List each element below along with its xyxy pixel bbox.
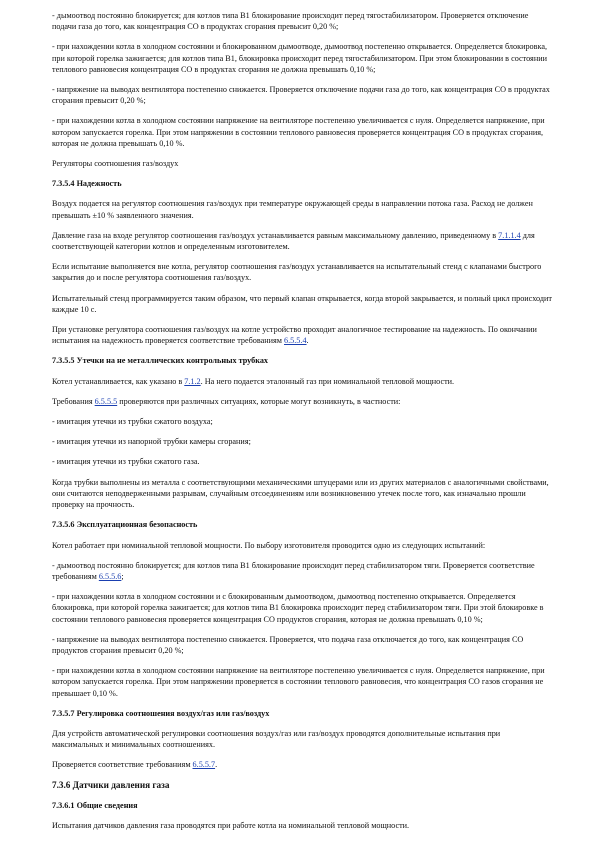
paragraph <box>52 115 552 149</box>
text: 7.3.5.5 Утечки на не металлических контрольных трубках <box>52 356 269 366</box>
text: - напряжение на выводах вентилятора постепенно снижается. Проверяется отключение подачи газа до того, как концентрация CO в продуктах сгорания превысит 0,20 %; <box>52 85 550 106</box>
paragraph <box>52 477 552 511</box>
document-page <box>52 10 552 840</box>
text: - дымоотвод постоянно блокируется; для котлов типа B1 блокирование происходит перед стабилизатором тяги. Проверяется соответствие требованиям <box>52 560 535 581</box>
paragraph <box>52 84 552 106</box>
paragraph <box>52 634 552 656</box>
text: - имитация утечки из трубки сжатого газа. <box>52 457 200 467</box>
text: Требования <box>52 396 95 406</box>
text: - при нахождении котла в холодном состоянии и с блокированным дымоотводом, дымоотвод постепенно открывается. Определяется блокировка, при которой горелка зажигается; для котлов типа B1 блокировка происходит перед стабилизатором тяги. При этой блокировке в состоянии теплового равновесия проверяется концентрация CO продуктов сгорания, которая не должна превышать 0,10 %; <box>52 592 544 624</box>
section-link[interactable]: 6.5.5.4 <box>284 336 307 346</box>
paragraph <box>52 560 552 582</box>
text: Проверяется соответствие требованиям <box>52 760 193 770</box>
text: . <box>215 760 218 770</box>
subsection-title <box>52 158 552 169</box>
paragraph <box>52 198 552 220</box>
section-heading <box>52 780 552 791</box>
text: 7.3.5.4 Надежность <box>52 179 122 189</box>
text: 7.3.5.7 Регулировка соотношения воздух/газ или газ/воздух <box>52 708 270 718</box>
list-item <box>52 436 552 447</box>
text: - имитация утечки из трубки сжатого воздуха; <box>52 417 213 427</box>
text: Когда трубки выполнены из металла с соответствующими механическими штуцерами или из других материалов с аналогичными свойствами, они считаются неподверженными разрывам, случайным отсоединениям или возникновению утечек после того, как изначально прошли проверку на прочность. <box>52 477 549 510</box>
text: Котел устанавливается, как указано в <box>52 376 185 386</box>
text: При установке регулятора соотношения газ/воздух на котле устройство проходит аналогичное тестирование на надежность. По окончании испытания на надежность проверяется соответствие требованиям <box>52 325 537 346</box>
text: - дымоотвод постоянно блокируется; для котлов типа B1 блокирование происходит перед тягостабилизатором. Проверяется отключение подачи газа до того, как концентрация CO в продуктах сгорания превысит 0,20 %; <box>52 11 529 32</box>
text: ; <box>121 571 124 581</box>
text: - при нахождении котла в холодном состоянии напряжение на вентиляторе постепенно увеличивается с нуля. Определяется напряжение, при котором запускается горелка. При этом напряжении проверяется в состоянии теплового равновесия, что концентрация CO газов сгорания не превышает 0,10 %. <box>52 666 545 698</box>
paragraph <box>52 820 552 831</box>
paragraph <box>52 759 552 770</box>
section-link[interactable]: 6.5.5.7 <box>192 760 216 770</box>
text: Испытания датчиков давления газа проводятся при работе котла на номинальной тепловой мощности. <box>52 820 410 830</box>
paragraph <box>52 396 552 407</box>
paragraph <box>52 665 552 699</box>
text: . <box>306 336 309 346</box>
section-heading <box>52 800 552 811</box>
section-link[interactable]: 6.5.5.6 <box>98 571 122 581</box>
text: Давление газа на входе регулятор соотношения газ/воздух устанавливается равным максимальному давлению, приведенному в <box>52 230 499 240</box>
paragraph <box>52 41 552 75</box>
text: 7.3.5.6 Эксплуатационная безопасность <box>52 520 198 530</box>
section-link[interactable]: 7.1.2 <box>184 376 201 386</box>
list-item <box>52 456 552 467</box>
section-link[interactable]: 6.5.5.5 <box>94 396 118 406</box>
text: Регуляторы соотношения газ/воздух <box>52 159 179 169</box>
text: 7.3.6 Датчики давления газа <box>52 779 170 790</box>
text: - при нахождении котла в холодном состоянии и блокированном дымоотводе, дымоотвод постепенно открывается. Определяется блокировка, при которой горелка зажигается; для котлов типа B1, блокировка происходит перед тягостабилизатором. При этом блокировании в состоянии теплового равновесия концентрация CO в продуктах сгорания не должна превышать 0,10 %; <box>52 42 548 74</box>
text: для соответствующей категории котлов и определенным изготовителем. <box>52 230 535 252</box>
text: Испытательный стенд программируется таким образом, что первый клапан открывается, когда второй закрывается, и полный цикл происходит каждые 10 с. <box>52 293 552 314</box>
text: - при нахождении котла в холодном состоянии напряжение на вентиляторе постепенно увеличивается с нуля. Определяется напряжение, при котором запускается горелка. При этом напряжении в состоянии теплового равновесия проверяется концентрация CO в продуктах сгорания, которая не должна превышать 0,10 %. <box>52 116 545 148</box>
section-heading <box>52 178 552 189</box>
text: - напряжение на выводах вентилятора постепенно снижается. Проверяется, что подача газа отключается до того, как концентрация CO продуктов сгорания превысит 0,20 %; <box>52 634 524 655</box>
paragraph <box>52 261 552 283</box>
paragraph <box>52 230 552 252</box>
section-heading <box>52 355 552 366</box>
text: Для устройств автоматической регулировки соотношения воздух/газ или газ/воздух проводятся дополнительные испытания при максимальных и минимальных соотношениях. <box>52 728 501 750</box>
section-heading <box>52 708 552 719</box>
paragraph <box>52 376 552 387</box>
paragraph <box>52 10 552 32</box>
paragraph <box>52 293 552 315</box>
list-item <box>52 416 552 427</box>
section-link[interactable]: 7.1.1.4 <box>498 230 521 240</box>
text: Воздух подается на регулятор соотношения газ/воздух при температуре окружающей среды в направлении потока газа. Расход не должен превышать ±10 % заявленного значения. <box>52 199 533 220</box>
text: 7.3.6.1 Общие сведения <box>52 800 138 810</box>
text: Котел работает при номинальной тепловой мощности. По выбору изготовителя проводится одно из следующих испытаний: <box>52 540 486 550</box>
paragraph <box>52 540 552 551</box>
text: Если испытание выполняется вне котла, регулятор соотношения газ/воздух устанавливается на испытательный стенд с клапанами быстрого закрытия до и после регулятора соотношения газ/воздух. <box>52 262 542 283</box>
section-heading <box>52 519 552 530</box>
paragraph <box>52 591 552 625</box>
paragraph <box>52 728 552 750</box>
paragraph <box>52 324 552 346</box>
text: проверяются при различных ситуациях, которые могут возникнуть, в частности: <box>117 396 401 406</box>
text: . На него подается эталонный газ при номинальной тепловой мощности. <box>200 376 455 386</box>
text: - имитация утечки из напорной трубки камеры сгорания; <box>52 437 251 447</box>
